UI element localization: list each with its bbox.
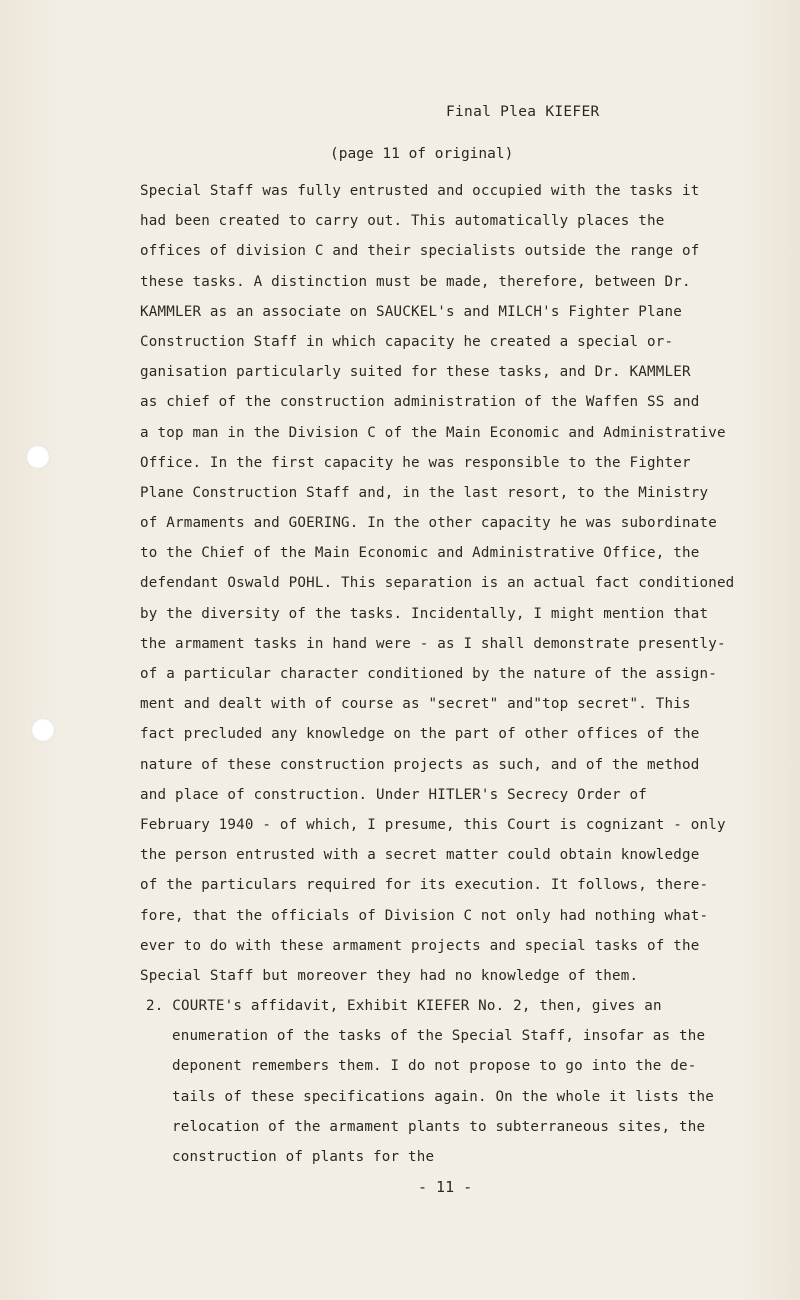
text-line: a top man in the Division C of the Main Economic and Administrative <box>140 424 726 441</box>
body-text <box>140 176 735 1172</box>
list-item-2-line: construction of plants for the <box>172 1149 435 1165</box>
page-number: - 11 - <box>418 1178 473 1196</box>
punch-hole-bottom <box>31 718 55 742</box>
text-line: ever to do with these armament projects and special tasks of the <box>140 937 700 954</box>
page-reference: (page 11 of original) <box>330 146 514 162</box>
text-line: of a particular character conditioned by the nature of the assign- <box>140 666 717 682</box>
text-line: to the Chief of the Main Economic and Administrative Office, the <box>140 545 700 562</box>
list-item-2-line: tails of these specifications again. On the whole it lists the <box>172 1088 714 1105</box>
list-item-2-line: relocation of the armament plants to subterraneous sites, the <box>172 1118 706 1135</box>
text-line: the person entrusted with a secret matter could obtain knowledge <box>140 847 700 864</box>
text-line: Construction Staff in which capacity he created a special or- <box>140 333 674 350</box>
list-item-2-line: deponent remembers them. I do not propose to go into the de- <box>172 1058 697 1075</box>
text-line: ment and dealt with of course as "secret" and"top secret". This <box>140 696 691 713</box>
text-line: fact precluded any knowledge on the part of other offices of the <box>140 726 700 743</box>
text-line: offices of division C and their specialists outside the range of <box>140 243 700 260</box>
text-line: February 1940 - of which, I presume, this Court is cognizant - only <box>140 816 726 833</box>
text-line: Special Staff but moreover they had no knowledge of them. <box>140 967 639 984</box>
text-line: of the particulars required for its execution. It follows, there- <box>140 877 709 894</box>
text-line: by the diversity of the tasks. Incidentally, I might mention that <box>140 605 709 622</box>
list-item-2-first-line: 2. COURTE's affidavit, Exhibit KIEFER No. 2, then, gives an <box>146 998 662 1015</box>
text-line: these tasks. A distinction must be made, therefore, between Dr. <box>140 273 691 290</box>
text-line: had been created to carry out. This automatically places the <box>140 213 665 230</box>
text-line: Plane Construction Staff and, in the last resort, to the Ministry <box>140 484 709 501</box>
list-item-2-line: enumeration of the tasks of the Special Staff, insofar as the <box>172 1028 706 1045</box>
text-line: the armament tasks in hand were - as I shall demonstrate presently- <box>140 635 726 652</box>
text-line: Office. In the first capacity he was responsible to the Fighter <box>140 454 691 471</box>
text-line: of Armaments and GOERING. In the other capacity he was subordinate <box>140 515 717 532</box>
text-line: KAMMLER as an associate on SAUCKEL's and MILCH's Fighter Plane <box>140 303 682 320</box>
text-line: and place of construction. Under HITLER's Secrecy Order of <box>140 786 648 803</box>
text-line: Special Staff was fully entrusted and occupied with the tasks it <box>140 183 700 199</box>
text-line: fore, that the officials of Division C not only had nothing what- <box>140 907 709 924</box>
text-line: defendant Oswald POHL. This separation is an actual fact conditioned <box>140 575 735 592</box>
text-line: as chief of the construction administration of the Waffen SS and <box>140 394 700 411</box>
punch-hole-top <box>26 445 50 469</box>
text-line: ganisation particularly suited for these tasks, and Dr. KAMMLER <box>140 364 691 381</box>
text-line: nature of these construction projects as such, and of the method <box>140 756 700 773</box>
document-header: Final Plea KIEFER <box>446 104 600 120</box>
